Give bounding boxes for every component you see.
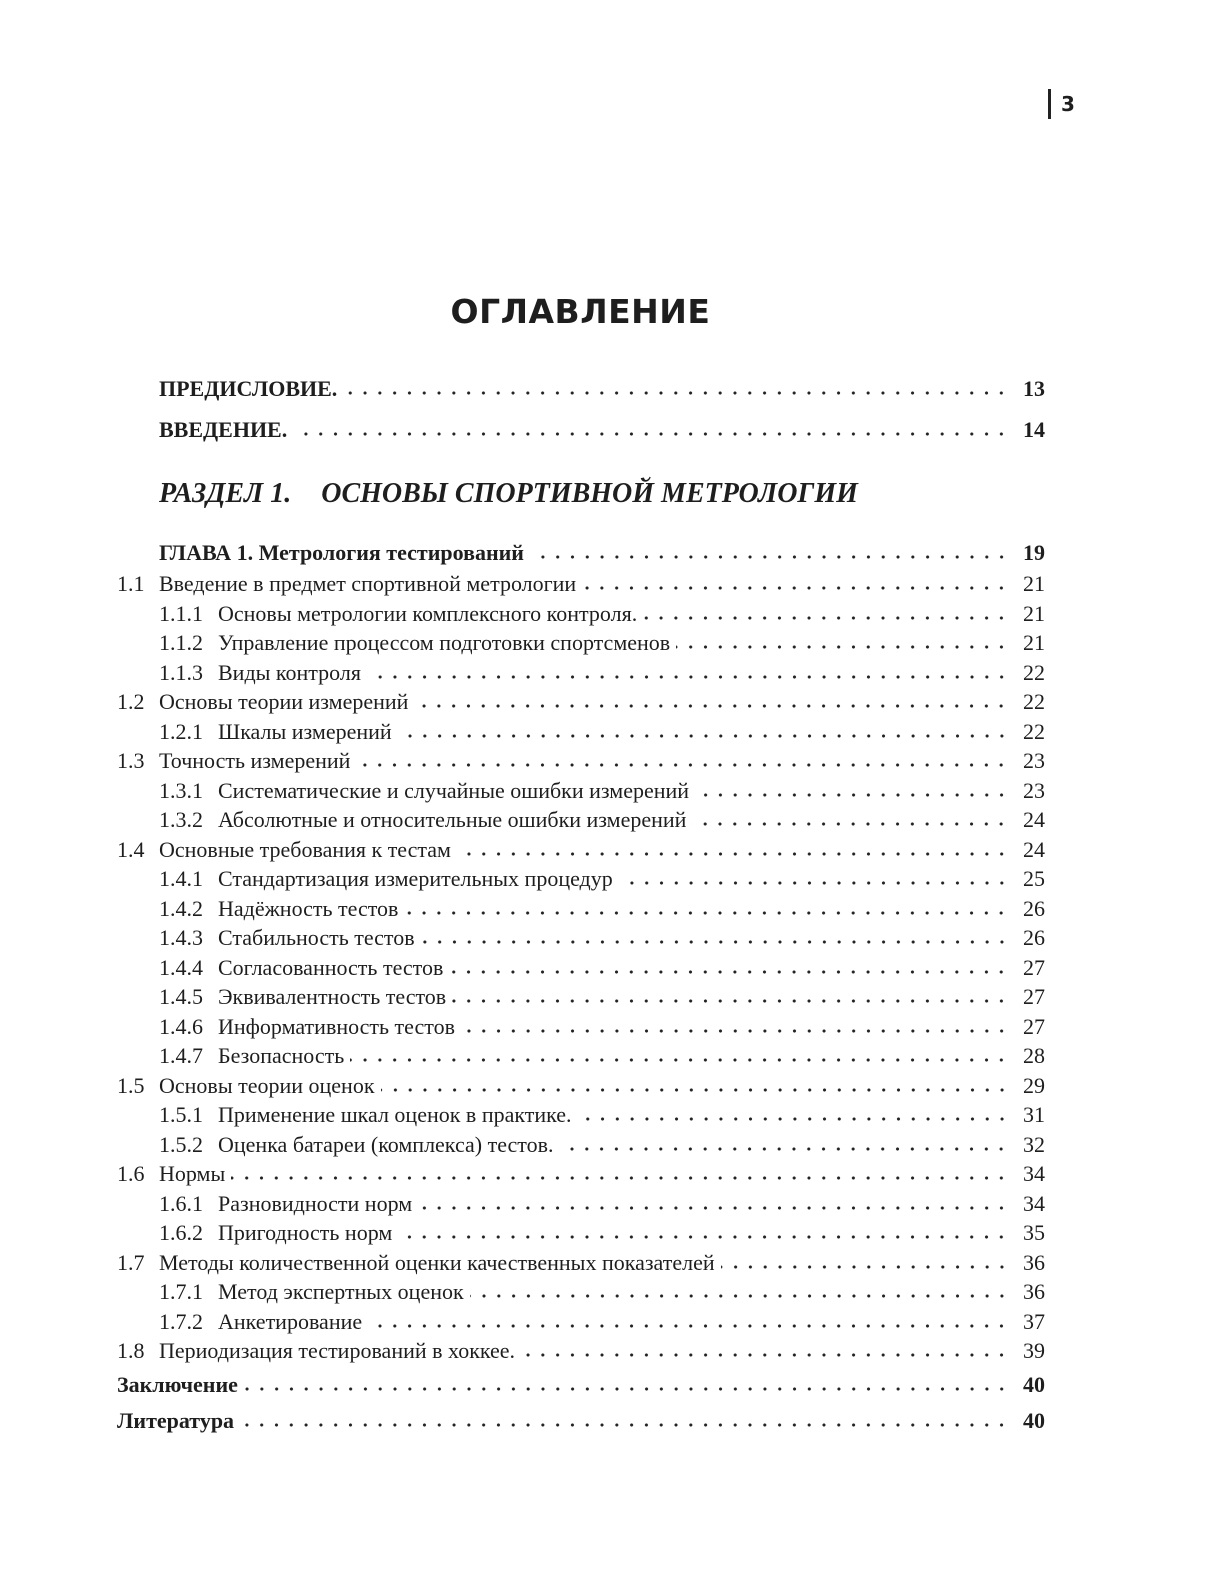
dot-leader [559,1146,1009,1152]
page-number-divider [1048,89,1051,119]
toc-number: 1.6.1 [159,1190,203,1216]
toc-page: 23 [1023,777,1045,803]
toc-subsection[interactable] [159,1043,1045,1073]
toc-subsection[interactable] [159,1014,1045,1044]
toc-label: Эквивалентность тестов [218,984,447,1009]
toc-section[interactable] [117,1338,1045,1368]
toc-subsection[interactable] [159,984,1045,1014]
toc-page: 21 [1023,600,1045,626]
toc-label: Безопасность [218,1043,345,1068]
dot-leader [350,1057,1009,1063]
toc-front-item[interactable] [159,376,1045,406]
toc-label: Нормы [159,1161,226,1186]
dot-leader [470,1293,1009,1299]
toc-subsection[interactable] [159,778,1045,808]
toc-number: 1.2.1 [159,718,203,744]
dot-leader [692,821,1009,827]
dot-leader [582,585,1009,591]
dot-leader [530,554,1009,560]
toc-number: 1.4.7 [159,1043,203,1068]
toc-label: Стандартизация измерительных процедур [218,866,613,891]
toc-number: 1.5 [117,1072,145,1098]
toc-label: ГЛАВА 1. Метрология тестирований [159,540,524,565]
toc-page: 37 [1023,1308,1045,1334]
toc-page: 21 [1023,630,1045,655]
toc-label: Согласованность тестов [218,954,444,980]
toc-section[interactable] [117,837,1045,867]
toc-number: 1.1.1 [159,600,203,626]
dot-leader [421,939,1009,945]
toc-page: 22 [1023,718,1045,744]
dot-leader [398,733,1009,739]
toc-page: 21 [1023,571,1045,596]
toc-page: 40 [1023,1408,1045,1433]
toc-label: Шкалы измерений [218,718,392,744]
toc-subsection[interactable] [159,630,1045,660]
toc-subsection[interactable] [159,896,1045,926]
toc-page: 26 [1023,925,1045,950]
toc-subsection[interactable] [159,660,1045,690]
page-number [1048,88,1075,120]
toc-page: 32 [1023,1131,1045,1157]
toc-label: Пригодность норм [218,1220,393,1245]
toc-number: 1.4.4 [159,954,203,980]
toc-back-item[interactable] [117,1372,1045,1402]
toc-subsection[interactable] [159,1220,1045,1250]
toc-page: 24 [1023,836,1045,862]
dot-leader [461,1028,1009,1034]
dot-leader [457,851,1009,857]
toc-label: Абсолютные и относительные ошибки измерений [218,807,687,832]
toc-back-item[interactable] [117,1408,1045,1438]
toc-page: 36 [1023,1279,1045,1304]
toc-number: 1.6 [117,1161,145,1186]
dot-leader [676,644,1009,650]
toc-subsection[interactable] [159,955,1045,985]
toc-page: 40 [1023,1372,1045,1397]
toc-page: 36 [1023,1249,1045,1275]
toc-number: 1.3.1 [159,777,203,803]
dot-leader [231,1175,1009,1181]
toc-page: 22 [1023,659,1045,685]
toc-number: 1.3 [117,748,145,773]
toc-section[interactable] [117,689,1045,719]
toc-label: Литература [117,1408,235,1433]
toc-label: Стабильность тестов [218,925,415,950]
toc-page: 34 [1023,1161,1045,1186]
toc-section[interactable] [117,571,1045,601]
toc-section[interactable] [117,1250,1045,1280]
toc-subsection[interactable] [159,866,1045,896]
toc-subsection[interactable] [159,1309,1045,1339]
toc-page: 23 [1023,748,1045,773]
toc-page: 25 [1023,866,1045,891]
toc-number: 1.7.1 [159,1279,203,1304]
dot-leader [368,1323,1009,1329]
toc-label: Заключение [117,1372,238,1397]
toc-label: Точность измерений [159,748,351,773]
toc-subsection[interactable] [159,1132,1045,1162]
toc-label: Оценка батареи (комплекса) тестов. [218,1131,554,1157]
toc-label: Метод экспертных оценок [218,1279,464,1304]
toc-label: Управление процессом подготовки спортсменов [218,630,671,655]
dot-leader [619,880,1009,886]
dot-leader [521,1352,1009,1358]
toc-subsection[interactable] [159,925,1045,955]
toc-label: Периодизация тестирований в хоккее. [159,1338,516,1363]
toc-subsection[interactable] [159,601,1045,631]
dot-leader [418,1205,1009,1211]
toc-number: 1.7.2 [159,1308,203,1334]
toc-page: 28 [1023,1043,1045,1068]
section-heading [159,478,858,510]
toc-label: Введение в предмет спортивной метрологии [159,571,577,596]
toc-number: 1.7 [117,1249,145,1275]
toc-label: Информативность тестов [218,1013,455,1039]
toc-label: Разновидности норм [218,1190,413,1216]
toc-label: Основы метрологии комплексного контроля. [218,600,638,626]
dot-leader [404,910,1009,916]
toc-subsection[interactable] [159,719,1045,749]
toc-label: ВВЕДЕНИЕ. [159,417,288,442]
toc-page: 22 [1023,689,1045,714]
dot-leader [449,969,1009,975]
toc-label: Виды контроля [218,659,361,685]
toc-number: 1.1 [117,571,145,596]
toc-label: Анкетирование [218,1308,363,1334]
page-title: ОГЛАВЛЕНИЕ [450,292,711,331]
section-title: ОСНОВЫ СПОРТИВНОЙ МЕТРОЛОГИИ [321,478,858,509]
toc-label: Надёжность тестов [218,895,399,921]
toc-number: 1.5.1 [159,1102,203,1127]
dot-leader [414,703,1009,709]
toc-page: 35 [1023,1220,1045,1245]
dot-leader [381,1087,1009,1093]
section-number: РАЗДЕЛ 1. [159,478,292,509]
toc-subsection[interactable] [159,1102,1045,1132]
toc-subsection[interactable] [159,1191,1045,1221]
dot-leader [343,390,1009,396]
dot-leader [244,1386,1009,1392]
toc-chapter[interactable] [159,540,1045,570]
toc-number: 1.2 [117,689,145,714]
toc-label: Основные требования к тестам [159,836,451,862]
toc-section[interactable] [117,1073,1045,1103]
toc-page: 27 [1023,1013,1045,1039]
toc-number: 1.3.2 [159,807,203,832]
toc-number: 1.6.2 [159,1220,203,1245]
dot-leader [578,1116,1009,1122]
dot-leader [356,762,1009,768]
toc-label: Основы теории измерений [159,689,409,714]
toc-page: 24 [1023,807,1045,832]
toc-label: Методы количественной оценки качественных показателей [159,1249,715,1275]
dot-leader [643,615,1009,621]
toc-label: Основы теории оценок [159,1072,375,1098]
toc-label: Применение шкал оценок в практике. [218,1102,572,1127]
toc-page: 34 [1023,1190,1045,1216]
toc-number: 1.8 [117,1338,145,1363]
dot-leader [721,1264,1009,1270]
dot-leader [695,792,1009,798]
toc-page: 26 [1023,895,1045,921]
toc-page: 14 [1023,417,1045,442]
toc-number: 1.5.2 [159,1131,203,1157]
toc-page: 29 [1023,1072,1045,1098]
toc-page: 19 [1023,540,1045,565]
toc-section[interactable] [117,1161,1045,1191]
page-number-text: 3 [1061,92,1075,116]
toc-page: 39 [1023,1338,1045,1363]
toc-subsection[interactable] [159,1279,1045,1309]
toc-number: 1.4.5 [159,984,203,1009]
toc-front-item[interactable] [159,417,1045,447]
toc-page: 27 [1023,984,1045,1009]
toc-page: 27 [1023,954,1045,980]
dot-leader [293,431,1009,437]
toc-page: 13 [1023,376,1045,401]
toc-label: Систематические и случайные ошибки измерений [218,777,690,803]
toc-number: 1.1.3 [159,659,203,685]
toc-number: 1.4.1 [159,866,203,891]
toc-page: 31 [1023,1102,1045,1127]
dot-leader [367,674,1009,680]
toc-number: 1.4.6 [159,1013,203,1039]
toc-number: 1.4.3 [159,925,203,950]
toc-label: ПРЕДИСЛОВИЕ. [159,376,338,401]
toc-subsection[interactable] [159,807,1045,837]
toc-number: 1.4.2 [159,895,203,921]
dot-leader [452,998,1009,1004]
dot-leader [240,1422,1009,1428]
toc-number: 1.4 [117,836,145,862]
toc-section[interactable] [117,748,1045,778]
dot-leader [398,1234,1009,1240]
toc-number: 1.1.2 [159,630,203,655]
